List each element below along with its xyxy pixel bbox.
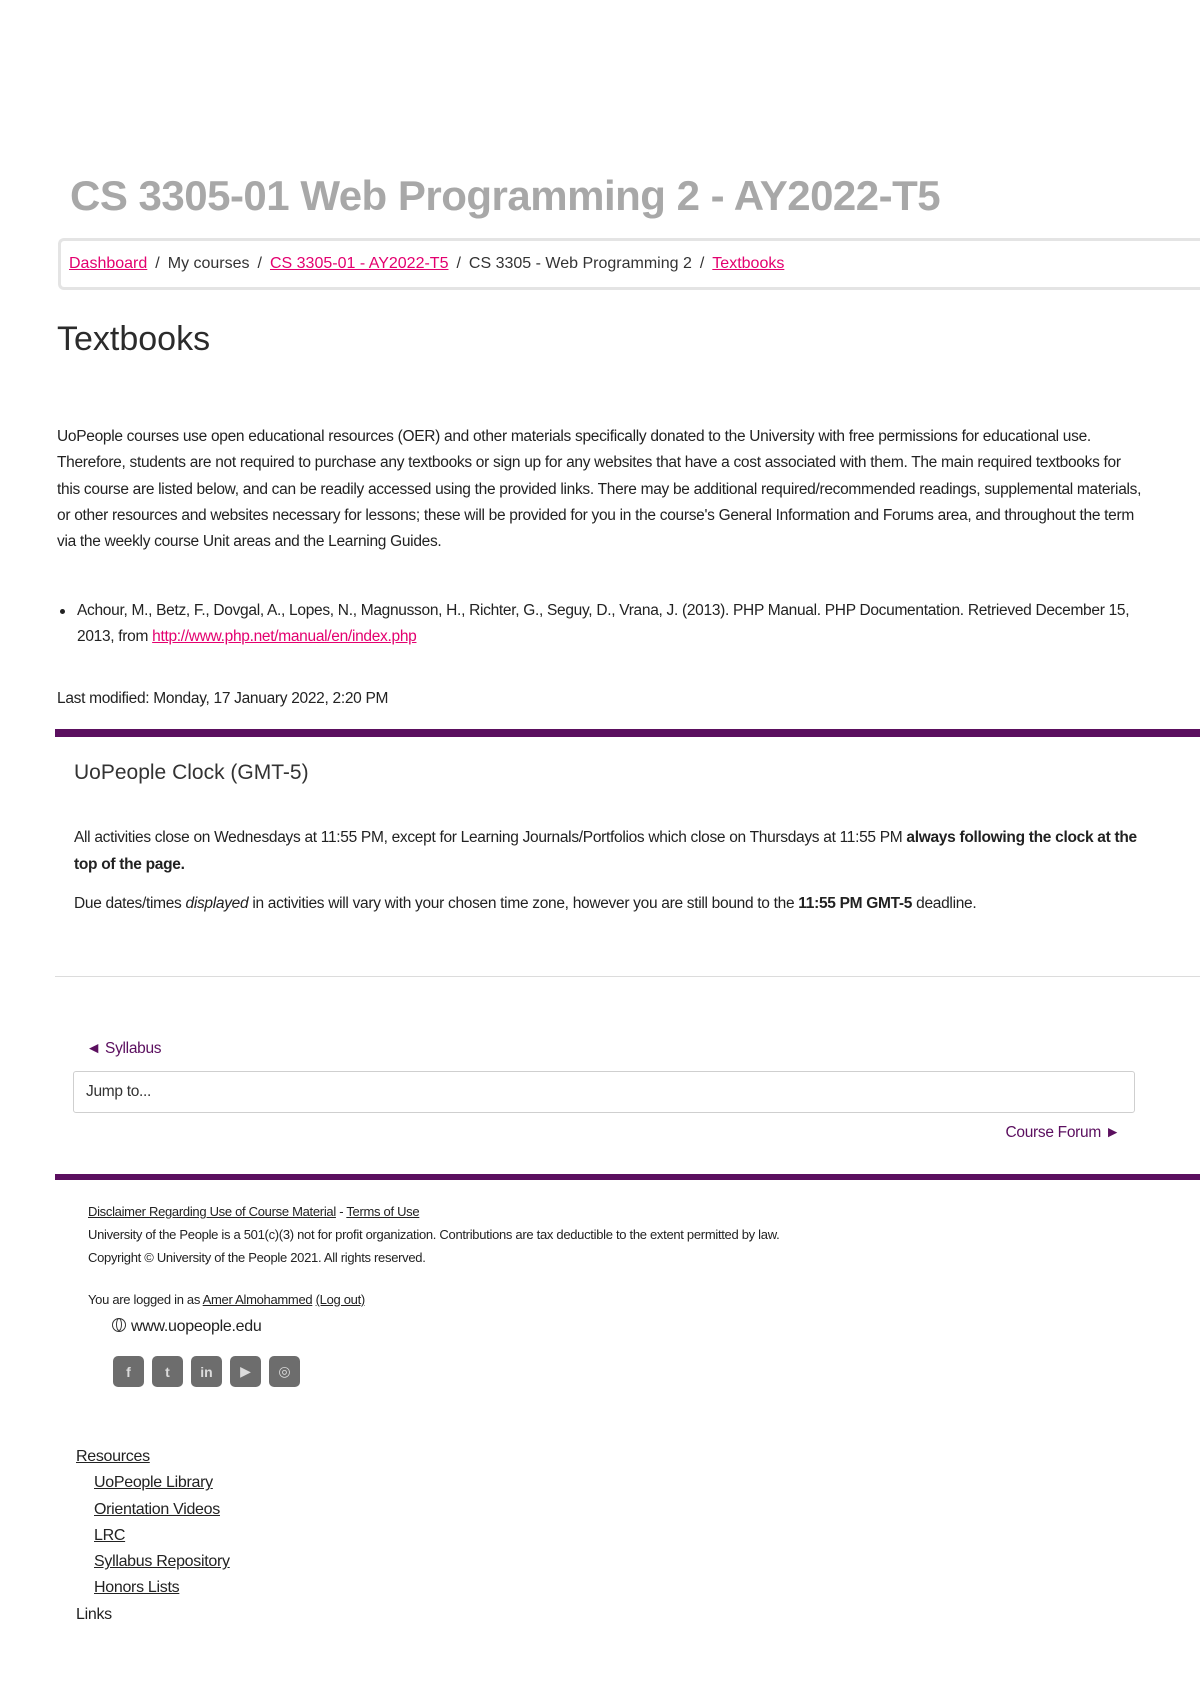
breadcrumb-my-courses: My courses <box>167 255 250 272</box>
intro-paragraph: UoPeople courses use open educational resources (OER) and other materials specifically donated to the University with free permissions for educational use. Therefore, students are not required to purchase any textbooks or sign up for any websites that have a cost associated with them. The main required textbooks for this course are listed below, and can be readily accessed using the provided links. There may be additional required/recommended readings, supplemental materials, or other resources and websites necessary for lessons; these will be provided for you in the course's General Information and Forums area, and throughout the term via the weekly course Unit areas and the Learning Guides. <box>57 428 1142 551</box>
syllabus-repository-link[interactable]: Syllabus Repository <box>94 1553 230 1571</box>
clock-title: UoPeople Clock (GMT-5) <box>74 761 309 784</box>
youtube-icon[interactable]: ▶ <box>230 1356 261 1387</box>
breadcrumb-course-name: CS 3305 - Web Programming 2 <box>468 255 692 272</box>
clock-rule-emphasis: always following the clock at the top of the page. <box>74 829 1137 873</box>
resources-submenu <box>76 1470 230 1601</box>
reference-item <box>57 598 1147 651</box>
orientation-videos-link[interactable]: Orientation Videos <box>94 1500 220 1518</box>
resources-link[interactable]: Resources <box>76 1448 150 1465</box>
nonprofit-notice: University of the People is a 501(c)(3) not for profit organization. Contributions are tax deductible to the extent permitted by law. <box>88 1227 780 1242</box>
deadline-text-italic: displayed <box>185 895 249 912</box>
breadcrumb-textbooks[interactable]: Textbooks <box>712 255 785 272</box>
clock-rule-paragraph <box>74 825 1154 878</box>
disclaimer-link[interactable]: Disclaimer Regarding Use of Course Material <box>88 1204 336 1219</box>
terms-link[interactable]: Terms of Use <box>346 1204 420 1219</box>
clock-deadline-paragraph <box>74 891 1154 918</box>
jump-to-select[interactable]: Jump to... <box>73 1071 1135 1113</box>
website-line <box>88 1315 1148 1338</box>
deadline-time: 11:55 PM GMT-5 <box>798 895 913 912</box>
breadcrumb-separator: / <box>456 255 461 272</box>
breadcrumb-separator: / <box>155 255 160 272</box>
breadcrumb-separator: / <box>699 255 705 272</box>
honors-lists-link[interactable]: Honors Lists <box>94 1579 180 1597</box>
reference-link[interactable]: http://www.php.net/manual/en/index.php <box>152 628 417 646</box>
deadline-text-a: Due dates/times <box>74 895 182 912</box>
linkedin-icon[interactable]: in <box>191 1356 222 1387</box>
copyright: Copyright © University of the People 2021. All rights reserved. <box>88 1250 426 1265</box>
links-heading[interactable]: Links <box>76 1605 112 1623</box>
lrc-link[interactable]: LRC <box>94 1526 126 1544</box>
footer-legal-links <box>88 1200 1148 1223</box>
login-prefix: You are logged in as <box>88 1292 203 1307</box>
footer-dash: - <box>335 1204 347 1219</box>
social-icons <box>113 1356 300 1387</box>
resources-menu <box>76 1444 230 1628</box>
deadline-text-c: deadline. <box>916 895 977 912</box>
footer <box>88 1200 1148 1338</box>
previous-activity-link[interactable]: ◄ Syllabus <box>86 1040 162 1057</box>
login-info <box>88 1288 1148 1311</box>
page-heading: Textbooks <box>57 320 211 358</box>
next-activity-link[interactable]: Course Forum ► <box>1005 1124 1120 1141</box>
deadline-text-b: in activities will vary with your chosen time zone, however you are still bound to the <box>252 895 795 912</box>
breadcrumb-separator: / <box>257 255 262 272</box>
reference-list <box>57 598 1147 651</box>
clock-block <box>55 729 1200 977</box>
facebook-icon[interactable]: f <box>113 1356 144 1387</box>
clock-rule-text: All activities close on Wednesdays at 11:55 PM, except for Learning Journals/Portfolios which close on Thursdays at 11:55 PM <box>74 829 903 846</box>
last-modified: Last modified: Monday, 17 January 2022, 2:20 PM <box>57 690 389 707</box>
website-link[interactable]: www.uopeople.edu <box>131 1318 262 1335</box>
globe-icon <box>112 1318 126 1332</box>
instagram-icon[interactable]: ◎ <box>269 1356 300 1387</box>
twitter-icon[interactable]: t <box>152 1356 183 1387</box>
logout-link[interactable]: (Log out) <box>315 1292 365 1307</box>
uopeople-library-link[interactable]: UoPeople Library <box>94 1474 213 1492</box>
breadcrumb <box>58 238 1200 290</box>
course-title: CS 3305-01 Web Programming 2 - AY2022-T5 <box>70 172 941 219</box>
reference-text: Achour, M., Betz, F., Dovgal, A., Lopes, N., Magnusson, H., Richter, G., Seguy, D., Vrana, J. (2013). PHP Manual. PHP Documentation. Retrieved December 15, 2013, from <box>77 602 1130 646</box>
breadcrumb-dashboard[interactable]: Dashboard <box>69 255 148 272</box>
user-profile-link[interactable]: Amer Almohammed <box>202 1292 313 1307</box>
breadcrumb-course[interactable]: CS 3305-01 - AY2022-T5 <box>269 255 449 272</box>
footer-divider <box>55 1174 1200 1180</box>
